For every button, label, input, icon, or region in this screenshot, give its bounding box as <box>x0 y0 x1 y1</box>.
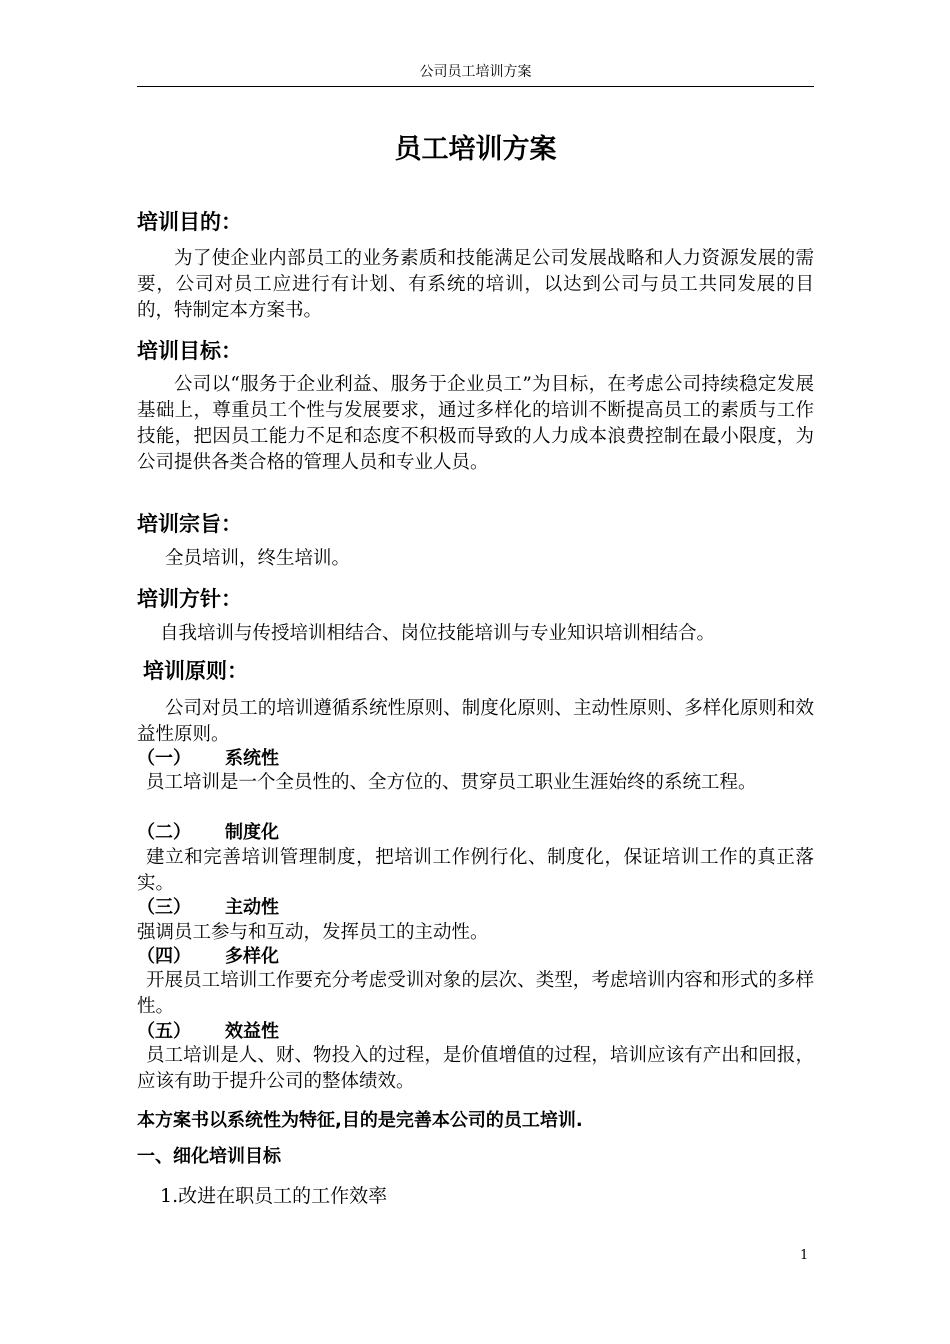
principle-number: （一） <box>137 748 191 769</box>
paragraph-purpose: 为了使企业内部员工的业务素质和技能满足公司发展战略和人力资源发展的需要，公司对员工应进行有计划、有系统的培训，以达到公司与员工共同发展的目的，特制定本方案书。 <box>137 248 814 321</box>
heading-purpose: 培训目的： <box>137 210 242 234</box>
principle-body-proactive: 强调员工参与和互动，发挥员工的主动性。 <box>137 922 489 943</box>
chapter-heading: 一、细化培训目标 <box>137 1146 281 1167</box>
header-rule <box>137 86 814 87</box>
principle-body-systematic: 员工培训是一个全员性的、全方位的、贯穿员工职业生涯始终的系统工程。 <box>146 772 757 793</box>
principle-heading-institutional <box>137 822 279 844</box>
paragraph-policy: 自我培训与传授培训相结合、岗位技能培训与专业知识培训相结合。 <box>160 623 716 644</box>
summary-statement: 本方案书以系统性为特征,目的是完善本公司的员工培训. <box>137 1110 583 1131</box>
page-number: 1 <box>800 1248 809 1263</box>
principle-heading-systematic <box>137 748 279 770</box>
principle-title: 效益性 <box>225 1021 279 1042</box>
paragraph-tenet: 全员培训，终生培训。 <box>165 548 351 569</box>
principle-heading-diverse <box>137 946 279 968</box>
heading-policy: 培训方针： <box>137 587 242 611</box>
heading-goal: 培训目标： <box>137 339 242 363</box>
principle-heading-proactive <box>137 897 279 919</box>
heading-principles: 培训原则： <box>143 659 248 683</box>
principle-body-diverse: 开展员工培训工作要充分考虑受训对象的层次、类型，考虑培训内容和形式的多样性。 <box>137 970 814 1017</box>
principle-number: （四） <box>137 946 191 967</box>
principle-heading-efficiency <box>137 1021 279 1043</box>
principle-body-efficiency: 员工培训是人、财、物投入的过程，是价值增值的过程，培训应该有产出和回报，应该有助于提升公司的整体绩效。 <box>137 1045 814 1092</box>
principle-body-institutional: 建立和完善培训管理制度，把培训工作例行化、制度化，保证培训工作的真正落实。 <box>137 847 814 894</box>
paragraph-goal: 公司以“服务于企业利益、服务于企业员工”为目标，在考虑公司持续稳定发展基础上，尊重员工个性与发展要求，通过多样化的培训不断提高员工的素质与工作技能，把因员工能力不足和态度不积极而导致的人力成本浪费控制在最小限度，为公司提供各类合格的管理人员和专业人员。 <box>137 374 814 473</box>
principle-title: 系统性 <box>225 748 279 769</box>
running-header: 公司员工培训方案 <box>419 64 532 80</box>
principle-number: （二） <box>137 822 191 843</box>
principle-title: 多样化 <box>225 946 279 967</box>
document-title: 员工培训方案 <box>394 134 557 165</box>
principle-title: 主动性 <box>225 897 279 918</box>
principle-number: （五） <box>137 1021 191 1042</box>
list-item: 1.改进在职员工的工作效率 <box>160 1185 388 1207</box>
principle-number: （三） <box>137 897 191 918</box>
heading-tenet: 培训宗旨： <box>137 512 242 536</box>
paragraph-principles-intro: 公司对员工的培训遵循系统性原则、制度化原则、主动性原则、多样化原则和效益性原则。 <box>137 698 814 745</box>
principle-title: 制度化 <box>225 822 279 843</box>
